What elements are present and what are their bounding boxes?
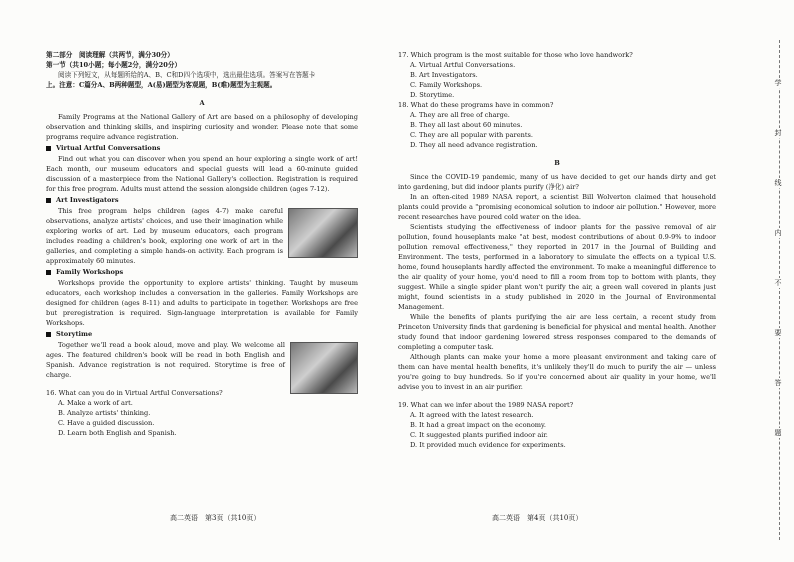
question-19-option: B. It had a great impact on the economy. [410,421,546,429]
binding-char: 不 [770,278,786,288]
question-18-option: B. They all last about 60 minutes. [410,121,523,129]
question-18-option: D. They all need advance registration. [410,141,538,149]
question-17-stem: 17. Which program is the most suitable for those who love handwork? [398,51,633,59]
passage-a-intro: Family Programs at the National Gallery of Art are based on a philosophy of developing observation and thinking skills, and inspiring curiosity and wonder. Please note that some programs require advance registration. [46,113,358,141]
cut-line [779,40,780,540]
question-16-option: D. Learn both English and Spanish. [58,429,177,437]
left-column [46,50,358,438]
question-17-option: A. Virtual Artful Conversations. [410,61,516,69]
passage-b-paragraph: Scientists studying the effectiveness of indoor plants for the passive removal of air pollution, found houseplants make "at best, modest contributions of about 0.9-9% to indoor pollution removal effectiveness," they reported in 2017 in the Journal of Building and Environment. The tests, performed in a laboratory to simulate the effects on a typical U.S. home, found houseplants hardly affected the environment. To make a meaningful difference to the air quality of your home, you'd need to fill a room from top to bottom with plants, they suggest. While a single spider plant won't purify the air, a green wall covered in plants just might, found scientists in a study published in 2020 in the Journal of Environmental Management. [398,223,716,311]
section-title-investigators: Art Investigators [46,195,358,205]
question-19-option: C. It suggested plants purified indoor air. [410,431,548,439]
question-19-option: D. It provided much evidence for experiments. [410,441,566,449]
binding-margin [756,0,794,562]
binding-char: 内 [770,228,786,238]
section-body-workshops: Workshops provide the opportunity to explore artists' thinking. Taught by museum educators, each workshop includes a conversation in the galleries. Family Workshops are designed for children (ages 8-11) and adults to participate in together. Workshops are free but preregistration is required. Sign-language interpretation is available for Family Workshops. [46,279,358,327]
question-18-option: C. They are all popular with parents. [410,131,533,139]
binding-char: 线 [770,178,786,188]
question-17-option: D. Storytime. [410,91,455,99]
photo-storytime [290,342,358,394]
instruction-line-1: 阅读下列短文，从每题所给的A、B、C和D四个选项中，选出最佳选项。答案写在答题卡 [58,71,316,79]
question-19-stem: 19. What can we infer about the 1989 NASA report? [398,401,574,409]
question-18-stem: 18. What do these programs have in common? [398,101,554,109]
part-heading: 第二部分 阅读理解（共两节，满分30分） [46,51,174,59]
section-body-investigators: This free program helps children (ages 4-7) make careful observations, analyze artists' choices, and use their imagination while exploring works of art. Led by museum educators, each program includes reading a children's book, exploring one work of art in the galleries, and completing a simple hands-on activity. Each program is approximately 60 minutes. [46,207,283,265]
passage-b-label: B [554,159,560,167]
passage-a-label: A [199,99,205,107]
binding-char: 要 [770,328,786,338]
question-17-option: C. Family Workshops. [410,81,483,89]
binding-char: 题 [770,428,786,438]
section-heading: 第一节（共10小题；每小题2分，满分20分） [46,61,182,69]
passage-b-paragraph: Since the COVID-19 pandemic, many of us have decided to get our hands dirty and get into gardening, but did indoor plants purify (净化) air? [398,173,716,191]
passage-b-paragraph: While the benefits of plants purifying the air are less certain, a recent study from Princeton University finds that gardening is beneficial for physical and mental health. Another study found that indoor gardening lowered stress responses compared to the demands of completing a computer task. [398,313,716,351]
photo-art-investigators [288,208,358,258]
question-18-option: A. They are all free of charge. [410,111,510,119]
question-16-option: B. Analyze artists' thinking. [58,409,151,417]
section-body-virtual: Find out what you can discover when you spend an hour exploring a single work of art! Each month, our museum educators and special guests will lead a 60-minute guided discussion of a masterpiece from the National Gallery's collection. Registration is required for this free program. Adults must attend the session alongside children (ages 7-12). [46,155,358,193]
section-body-storytime: Together we'll read a book aloud, move and play. We welcome all ages. The featured children's book will be read in both English and Spanish. Advance registration is not required. Storytime is free of charge. [46,341,285,379]
bullet-square-icon [46,332,51,337]
page-footer-left: 高二英语 第3页（共10页） [170,514,261,522]
question-17-option: B. Art Investigators. [410,71,478,79]
page-footer-right: 高二英语 第4页（共10页） [492,514,583,522]
bullet-square-icon [46,198,51,203]
binding-char: 学 [770,78,786,88]
section-title-storytime: Storytime [46,329,358,339]
section-title-workshops: Family Workshops [46,267,358,277]
right-column [398,50,716,450]
passage-b-paragraph: Although plants can make your home a more pleasant environment and taking care of them can have mental health benefits, it's unlikely they'll do much to purify the air — unless you're going to buy hundreds. So if you're concerned about air quality in your home, we'll advise you to invest in an air purifier. [398,353,716,391]
section-title-virtual: Virtual Artful Conversations [46,143,358,153]
question-16-stem: 16. What can you do in Virtual Artful Conversations? [46,389,223,397]
question-16-option: C. Have a guided discussion. [58,419,155,427]
binding-char: 封 [770,128,786,138]
bullet-square-icon [46,146,51,151]
question-16-option: A. Make a work of art. [58,399,133,407]
binding-char: 答 [770,378,786,388]
bullet-square-icon [46,270,51,275]
instruction-line-2: 上。注意：C篇分A、B两种题型，A(易)题型为客观题，B(难)题型为主观题。 [46,81,277,89]
question-19-option: A. It agreed with the latest research. [410,411,534,419]
passage-b-paragraph: In an often-cited 1989 NASA report, a scientist Bill Wolverton claimed that household plants could provide a "promising economical solution to indoor air pollution." However, more recent researches have poured cold water on the idea. [398,193,716,221]
